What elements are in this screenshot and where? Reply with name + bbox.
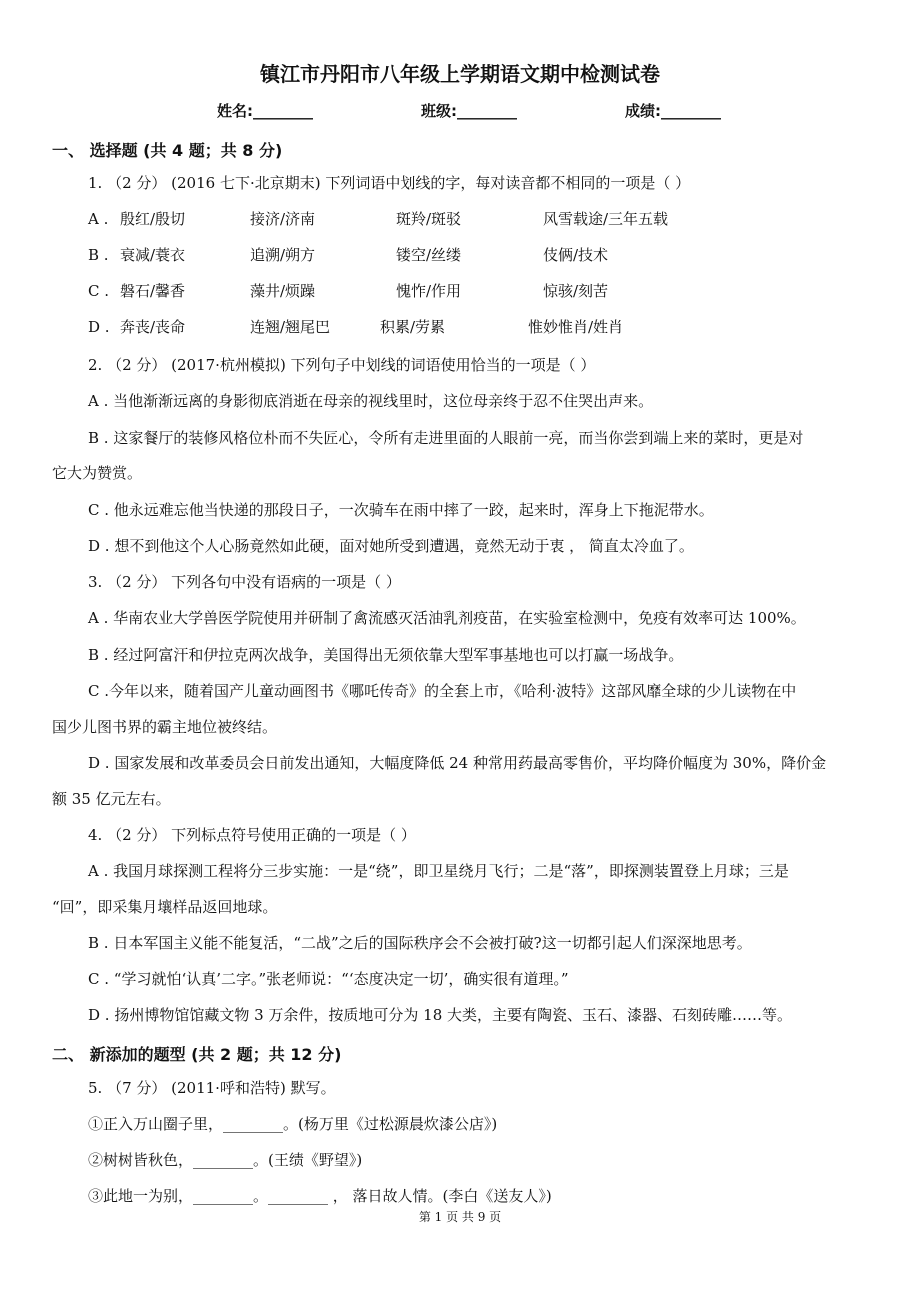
option-text: 积累/劳累 — [380, 318, 446, 336]
question-3-option-d-line1: D . 国家发展和改革委员会日前发出通知，大幅度降低 24 种常用药最高零售价，平均降价幅度为 30%，降价金 — [88, 754, 827, 772]
option-label: B . — [88, 246, 109, 264]
question-4-option-a-line1: A . 我国月球探测工程将分三步实施：一是“绕”，即卫星绕月飞行；二是“落”，即探测装置登上月球；三是 — [88, 862, 789, 880]
question-2-option-c: C . 他永远难忘他当快递的那段日子，一次骑车在雨中摔了一跤，起来时，浑身上下拖泥带水。 — [88, 501, 714, 519]
option-label: D . — [88, 318, 110, 336]
option-text: 奔丧/丧命 — [120, 318, 186, 336]
option-text: 衰减/蓑衣 — [120, 246, 186, 264]
option-text: 惊骇/刻苦 — [543, 282, 609, 300]
question-5-line-2: ②树树皆秋色，________。(王绩《野望》) — [88, 1151, 363, 1169]
question-5-line-3: ③此地一为别，________。________ ， 落日故人情。(李白《送友人》) — [88, 1187, 552, 1205]
question-1-stem: 1. （2 分） (2016 七下·北京期末) 下列词语中划线的字，每对读音都不相同的一项是（ ） — [88, 174, 691, 192]
page-footer: 第 1 页 共 9 页 — [418, 1210, 502, 1224]
option-text: 磐石/馨香 — [120, 282, 186, 300]
question-3-option-d-line2: 额 35 亿元左右。 — [52, 790, 171, 808]
name-field: 姓名:________ — [217, 102, 313, 120]
question-3-option-a: A . 华南农业大学兽医学院使用并研制了禽流感灭活油乳剂疫苗，在实验室检测中，免疫有效率可达 100%。 — [88, 609, 806, 627]
option-text: 风雪载途/三年五载 — [543, 210, 669, 228]
question-2-option-d: D . 想不到他这个人心肠竟然如此硬，面对她所受到遭遇，竟然无动于衷 ， 简直太冷血了。 — [88, 537, 694, 555]
section-heading-1: 一、 选择题 (共 4 题；共 8 分) — [52, 141, 283, 160]
question-2-option-b-line2: 它大为赞赏。 — [52, 464, 143, 482]
question-2-option-a: A . 当他渐渐远离的身影彻底消逝在母亲的视线里时，这位母亲终于忍不住哭出声来。 — [88, 392, 654, 410]
option-text: 伎俩/技术 — [543, 246, 609, 264]
option-text: 接济/济南 — [250, 210, 316, 228]
question-3-option-b: B . 经过阿富汗和伊拉克两次战争，美国得出无须依靠大型军事基地也可以打赢一场战争。 — [88, 646, 684, 664]
option-text: 惟妙惟肖/姓肖 — [528, 318, 624, 336]
option-text: 愧怍/作用 — [396, 282, 462, 300]
option-text: 藻井/烦躁 — [250, 282, 316, 300]
option-text: 殷红/殷切 — [120, 210, 186, 228]
question-5-stem: 5. （7 分） (2011·呼和浩特) 默写。 — [88, 1079, 336, 1097]
question-3-option-c-line2: 国少儿图书界的霸主地位被终结。 — [52, 718, 278, 736]
option-text: 斑羚/斑驳 — [396, 210, 462, 228]
question-4-option-c: C . “学习就怕‘认真’二字。”张老师说：“‘态度决定一切’，确实很有道理。” — [88, 970, 569, 988]
section-heading-2: 二、 新添加的题型 (共 2 题；共 12 分) — [52, 1045, 342, 1064]
question-3-option-c-line1: C .今年以来，随着国产儿童动画图书《哪吒传奇》的全套上市，《哈利·波特》这部风靡全球的少儿读物在中 — [88, 682, 797, 700]
question-4-option-d: D . 扬州博物馆馆藏文物 3 万余件，按质地可分为 18 大类，主要有陶瓷、玉石、漆器、石刻砖雕……等。 — [88, 1006, 793, 1024]
question-4-stem: 4. （2 分） 下列标点符号使用正确的一项是（ ） — [88, 826, 416, 844]
question-2-stem: 2. （2 分） (2017·杭州模拟) 下列句子中划线的词语使用恰当的一项是（ ） — [88, 356, 596, 374]
class-field: 班级:________ — [421, 102, 517, 120]
question-4-option-b: B . 日本军国主义能不能复活，“二战”之后的国际秩序会不会被打破?这一切都引起人们深深地思考。 — [88, 934, 752, 952]
question-2-option-b-line1: B . 这家餐厅的装修风格位朴而不失匠心，令所有走进里面的人眼前一亮，而当你尝到端上来的菜时，更是对 — [88, 429, 804, 447]
option-text: 连翘/翘尾巴 — [250, 318, 331, 336]
page-title: 镇江市丹阳市八年级上学期语文期中检测试卷 — [260, 62, 660, 86]
score-field: 成绩:________ — [625, 102, 721, 120]
option-label: A . — [88, 210, 109, 228]
option-text: 镂空/丝缕 — [396, 246, 462, 264]
question-4-option-a-line2: “回”，即采集月壤样品返回地球。 — [52, 898, 278, 916]
option-text: 追溯/朔方 — [250, 246, 316, 264]
option-label: C . — [88, 282, 110, 300]
question-5-line-1: ①正入万山圈子里，________。(杨万里《过松源晨炊漆公店》) — [88, 1115, 498, 1133]
question-3-stem: 3. （2 分） 下列各句中没有语病的一项是（ ） — [88, 573, 401, 591]
